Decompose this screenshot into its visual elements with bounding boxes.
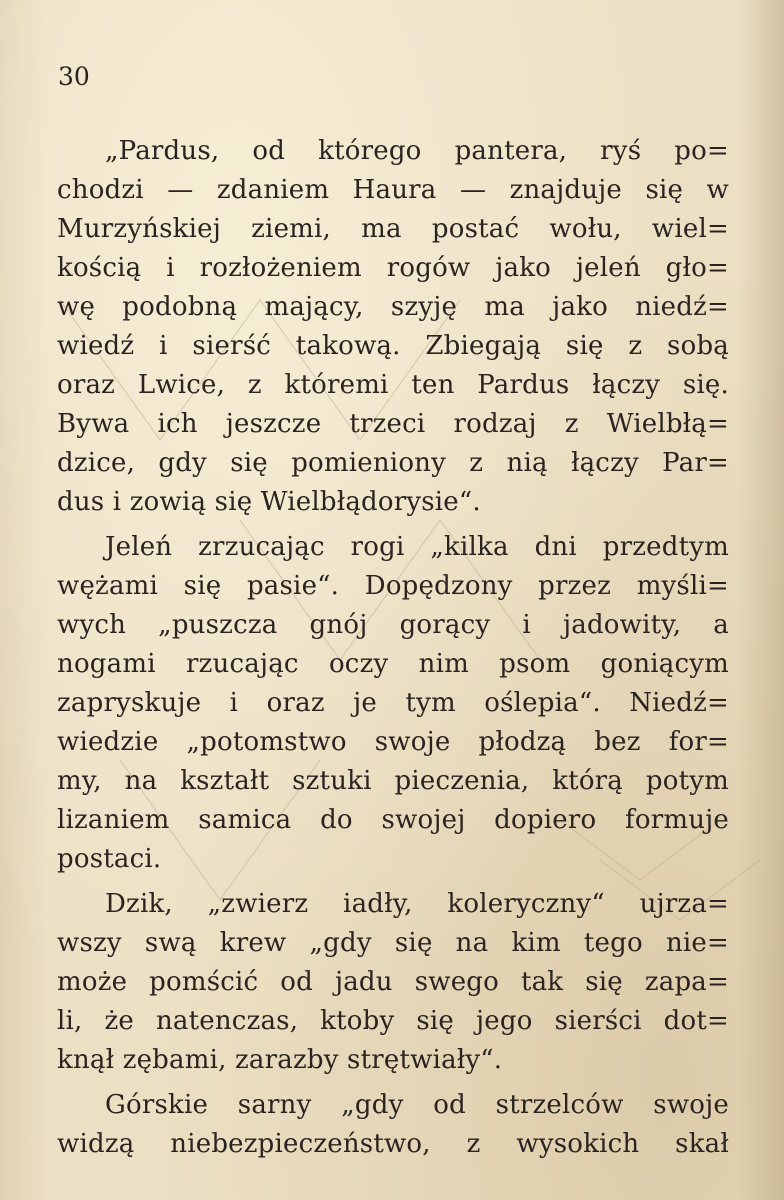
text-line: li, że natenczas, ktoby się jego sierści dot= [57,1006,729,1036]
text-line: Murzyńskiej ziemi, ma postać wołu, wiel= [57,214,729,244]
text-line: dzice, gdy się pomieniony z nią łączy Par= [57,448,729,478]
text-line: wszy swą krew „gdy się na kim tego nie= [57,928,729,958]
text-line: zapryskuje i oraz je tym oślepia“. Niedź= [57,688,729,718]
text-line: lizaniem samica do swojej dopiero formuje [57,805,729,835]
text-line: Bywa ich jeszcze trzeci rodzaj z Wielbłą= [57,409,729,439]
paragraph [57,885,729,1080]
text-line: kością i rozłożeniem rogów jako jeleń gło= [57,253,729,283]
text-line: wężami się pasie“. Dopędzony przez myśli= [57,571,729,601]
text-line: Dzik, „zwierz iadły, koleryczny“ ujrza= [105,889,729,919]
text-line: nogami rzucając oczy nim psom goniącym [57,649,729,679]
text-line: postaci. [57,844,162,874]
text-line: Górskie sarny „gdy od strzelców swoje [105,1090,729,1120]
body-text [57,132,729,1164]
text-line: my, na kształt sztuki pieczenia, którą potym [57,766,729,796]
text-line: wiedź i sierść takową. Zbiegają się z sobą [57,331,729,361]
text-line: oraz Lwice, z któremi ten Pardus łączy się. [57,370,729,400]
text-line: wiedzie „potomstwo swoje płodzą bez for= [57,727,729,757]
text-line: chodzi — zdaniem Haura — znajduje się w [57,175,729,205]
paragraph [57,132,729,522]
text-line: wę podobną mający, szyję ma jako niedź= [57,292,729,322]
paragraph [57,1086,729,1164]
page-number: 30 [58,62,90,91]
text-line: może pomścić od jadu swego tak się zapa= [57,967,729,997]
text-line: knął zębami, zarazby strętwiały“. [57,1045,503,1075]
text-line: Jeleń zrzucając rogi „kilka dni przedtym [105,532,729,562]
text-line: dus i zowią się Wielbłądorysie“. [57,487,481,517]
text-line: widzą niebezpieczeństwo, z wysokich skał [57,1129,729,1159]
paragraph [57,528,729,879]
text-line: wych „puszcza gnój gorący i jadowity, a [57,610,729,640]
text-line: „Pardus, od którego pantera, ryś po= [105,136,729,166]
